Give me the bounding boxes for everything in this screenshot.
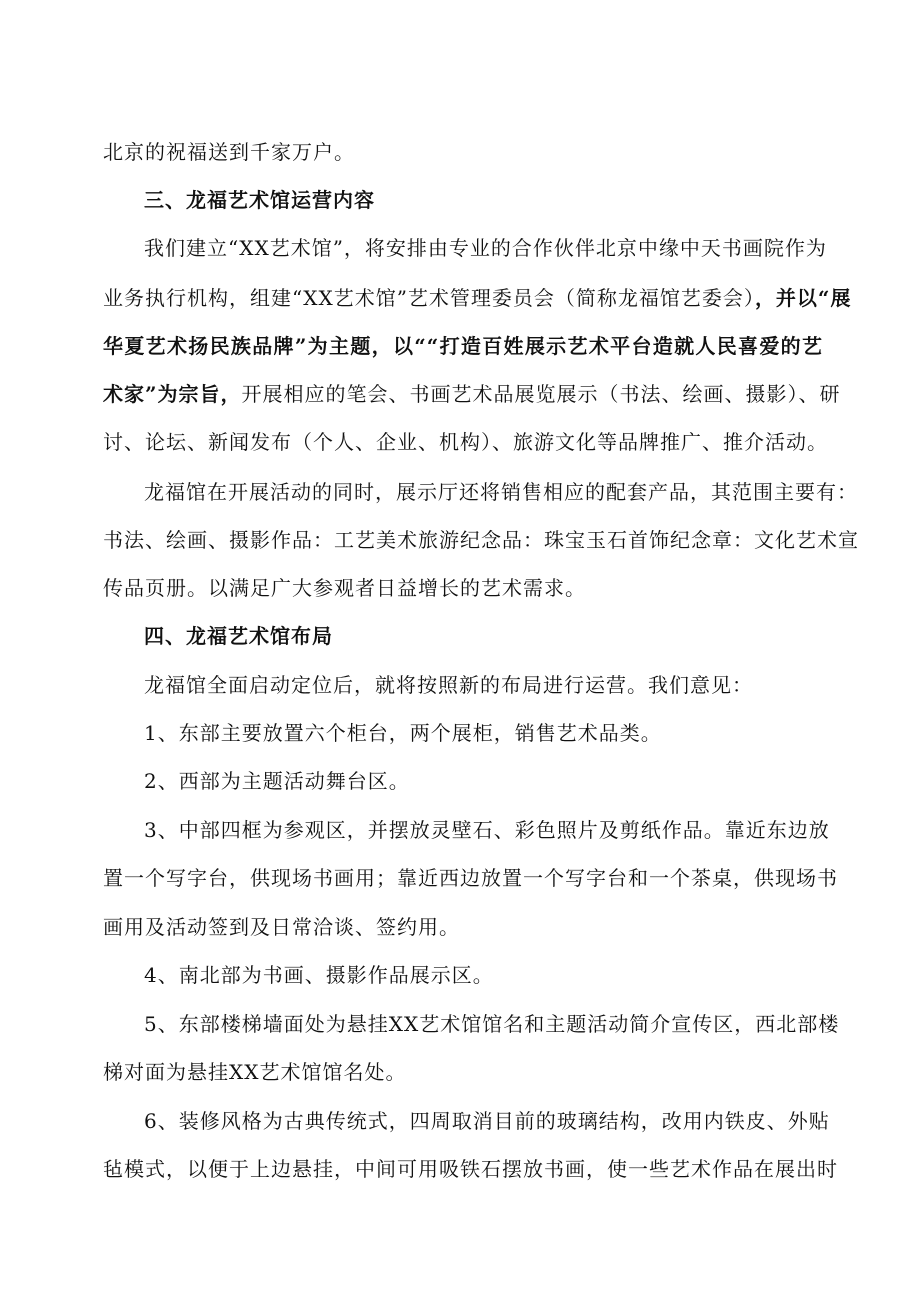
paragraph-line-mixed — [103, 380, 841, 408]
section-heading-layout: 四、龙福艺术馆布局 — [144, 624, 333, 648]
paragraph-segment-bold: 术家”为宗旨， — [103, 382, 242, 406]
paragraph-segment: 业务执行机构，组建“XX艺术馆”艺术管理委员会（简称龙福馆艺委会） — [103, 286, 755, 310]
paragraph-segment: 开展相应的笔会、书画艺术品展览展示（书法、绘画、摄影）、研 — [241, 382, 841, 406]
paragraph-line: 毡模式，以便于上边悬挂，中间可用吸铁石摆放书画，使一些艺术作品在展出时 — [103, 1157, 838, 1181]
paragraph-segment-bold: ，并以“展 — [754, 286, 852, 310]
list-item-3: 3、中部四框为参观区，并摆放灵壁石、彩色照片及剪纸作品。靠近东边放 — [144, 818, 830, 842]
paragraph-line-bold: 华夏艺术扬民族品牌”为主题，以““打造百姓展示艺术平台造就人民喜爱的艺 — [103, 334, 823, 358]
section-heading-operations: 三、龙福艺术馆运营内容 — [144, 188, 375, 212]
list-item-4: 4、南北部为书画、摄影作品展示区。 — [144, 963, 494, 987]
paragraph-line: 梯对面为悬挂XX艺术馆馆名处。 — [103, 1060, 407, 1084]
paragraph-line: 置一个写字台，供现场书画用；靠近西边放置一个写字台和一个茶桌，供现场书 — [103, 866, 838, 890]
list-item-6: 6、装修风格为古典传统式，四周取消目前的玻璃结构，改用内铁皮、外贴 — [144, 1109, 830, 1133]
paragraph-line: 北京的祝福送到千家万户。 — [103, 140, 355, 164]
paragraph-line: 书法、绘画、摄影作品：工艺美术旅游纪念品：珠宝玉石首饰纪念章：文化艺术宣 — [103, 528, 859, 552]
list-item-5: 5、东部楼梯墙面处为悬挂XX艺术馆馆名和主题活动简介宣传区，西北部楼 — [144, 1012, 840, 1036]
paragraph-line: 我们建立“XX艺术馆”，将安排由专业的合作伙伴北京中缘中天书画院作为 — [144, 236, 827, 260]
paragraph-line: 画用及活动签到及日常洽谈、签约用。 — [103, 915, 460, 939]
list-item-2: 2、西部为主题活动舞台区。 — [144, 769, 410, 793]
paragraph-line: 讨、论坛、新闻发布（个人、企业、机构）、旅游文化等品牌推广、推介活动。 — [103, 430, 828, 454]
paragraph-line: 传品页册。以满足广大参观者日益增长的艺术需求。 — [103, 576, 586, 600]
paragraph-line-mixed — [103, 284, 852, 312]
paragraph-line: 龙福馆全面启动定位后，就将按照新的布局进行运营。我们意见： — [144, 673, 753, 697]
list-item-1: 1、东部主要放置六个柜台，两个展柜，销售艺术品类。 — [144, 721, 662, 745]
paragraph-line: 龙福馆在开展活动的同时，展示厅还将销售相应的配套产品，其范围主要有： — [144, 480, 858, 504]
